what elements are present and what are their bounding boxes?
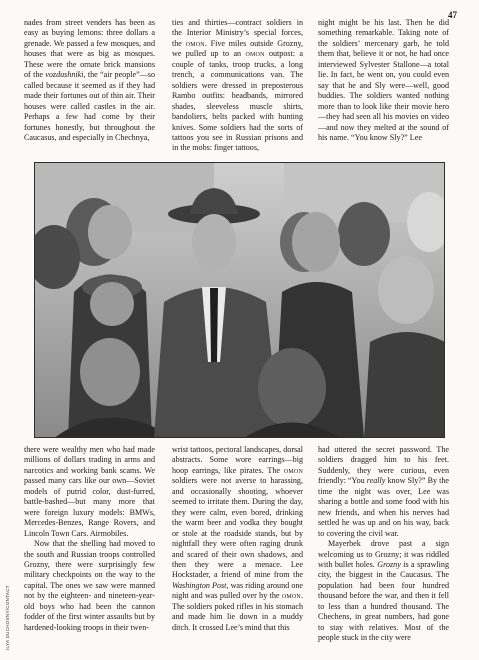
top-column-1	[24, 18, 155, 156]
photo-credit: ILYA DUCHOVNY/CONTACT	[5, 585, 10, 650]
top-column-2	[172, 18, 303, 156]
paragraph: nades from street venders has been as easy as buying lemons: three dollars a grenade. We passed a few mosques, and houses that were as big as mosques. These were the ornate brick mansions of the vozdushniki, the “air people”—so called because it seemed as if they had made their fortunes out of thin air. Their houses were called castles in the air. Perhaps a few had come by their fortunes honestly, but throughout the Caucasus, and especially in Chechnya,	[24, 18, 155, 142]
bottom-column-1	[24, 445, 155, 655]
paragraph: had uttered the secret password. The soldiers dragged him to his feet. Suddenly, they were curious, even friendly: “You really know Sly?” By the time the night was over, Lee was sharing a bottle and some food with his new friends, and when his nerves had settled he was up and on his way, back to covering the civil war.	[318, 445, 449, 538]
paragraph: Mayerbek drove past a sign welcoming us to Grozny; it was riddled with bullet holes. Grozny is a sprawling city, the biggest in the Caucasus. The population had been four hundred thousand before the war, and then it fell to less than a hundred thousand. The Chechens, in great numbers, had gone to stay with relatives. Most of the people stuck in the city were	[318, 539, 449, 643]
paragraph: wrist tattoos, pectoral landscapes, dorsal abstracts. Some wore earrings—big hoop earrings, like pirates. The omon soldiers were not averse to harassing, and occasionally shooting, whoever seemed to irritate them. During the day, they were calm, even bored, drinking the warm beer and vodka they bought or stole at the roadside stands, but by nightfall they were often raging drunk and scared of their own shadows, and then they were a menace. Lee Hockstader, a friend of mine from the Washington Post, was riding around one night and was pulled over by the omon. The soldiers poked rifles in his stomach and made him lie down in a muddy ditch. It crossed Lee’s mind that this	[172, 445, 303, 632]
paragraph: night might be his last. Then he did something remarkable. Taking note of the soldiers’ mercenary garb, he told them that, believe it or not, he had once interviewed Sylvester Stallone—a total lie. In fact, he went on, you could even say that he and Sly were—well, good buddies. The soldiers wanted nothing more than to look like their movie hero—they had seen all his movies on video—and now they melted at the sound of his name. “You know Sly?” Lee	[318, 18, 449, 142]
paragraph: ties and thirties—contract soldiers in the Interior Ministry’s special forces, the omon. Five miles outside Grozny, we pulled up to an omon outpost: a couple of tanks, troop trucks, a long trench, a communications van. The soldiers were dressed in preposterous Rambo outfits: headbands, mirrored shades, sleeveless muscle shirts, bandoliers, belts packed with hunting knives. Some soldiers had the sorts of tattoos you see in Russian prisons and in the mobs: finger tattoos,	[172, 18, 303, 153]
paragraph: there were wealthy men who had made millions of dollars trading in arms and narcotics and working bank scams. We passed many cars like our own—Soviet models of putrid color, dust-furred, battle-bashed—but many more that were foreign luxury models: BMWs, Mercedes-Benzes, Range Rovers, and Lincoln Town Cars. Airmobiles.	[24, 445, 155, 538]
crowd-photograph	[34, 162, 445, 438]
bottom-column-3	[318, 445, 449, 655]
page-number: 47	[448, 10, 457, 20]
paragraph: Now that the shelling had moved to the south and Russian troops controlled Grozny, there were surprisingly few military checkpoints on the way to the capital. The ones we saw were manned not by the eighteen- and nineteen-year-old boys who had been the cannon fodder of the first winter assaults but by hardened-looking troops in their twen-	[24, 539, 155, 632]
photograph-illustration	[34, 162, 445, 438]
top-column-3	[318, 18, 449, 156]
bottom-column-2	[172, 445, 303, 655]
